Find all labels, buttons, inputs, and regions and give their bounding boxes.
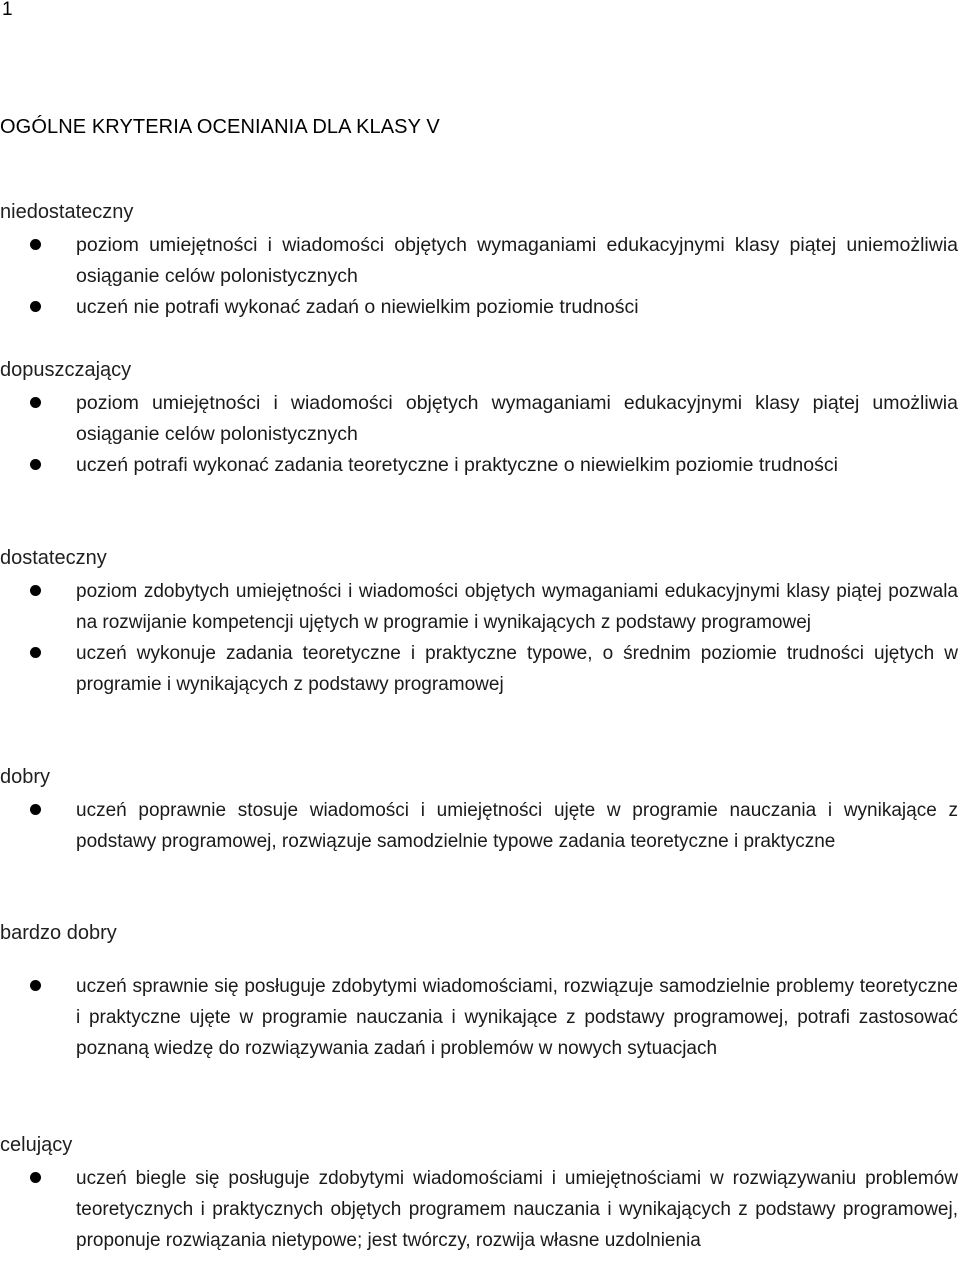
grade-heading: bardzo dobry — [0, 922, 117, 944]
criterion-text: uczeń potrafi wykonać zadania teoretyczne i praktyczne o niewielkim poziomie trudności — [76, 454, 838, 476]
list-item — [0, 638, 958, 700]
page-number: 1 — [2, 0, 13, 20]
bullet-icon — [30, 980, 41, 991]
document-title: OGÓLNE KRYTERIA OCENIANIA DLA KLASY V — [0, 116, 440, 138]
list-item — [0, 1163, 958, 1256]
grade-heading: dostateczny — [0, 547, 107, 569]
grade-section-niedostateczny — [0, 200, 958, 323]
criteria-list — [0, 388, 958, 481]
bullet-icon — [30, 647, 41, 658]
criterion-text: uczeń sprawnie się posługuje zdobytymi wiadomościami, rozwiązuje samodzielnie problemy teoretyczne i praktyczne ujęte w programie nauczania i wynikające z podstawy programowej, potrafi zastosować poznaną wiedzę do rozwiązywania zadań i problemów w nowych sytuacjach — [76, 976, 958, 1059]
list-item — [0, 576, 958, 638]
bullet-icon — [30, 1172, 41, 1183]
criteria-list — [0, 230, 958, 323]
criterion-text: uczeń poprawnie stosuje wiadomości i umiejętności ujęte w programie nauczania i wynikające z podstawy programowej, rozwiązuje samodzielnie typowe zadania teoretyczne i praktyczne — [76, 800, 958, 852]
bullet-icon — [30, 459, 41, 470]
list-item — [0, 388, 958, 450]
list-item — [0, 292, 958, 323]
bullet-icon — [30, 301, 41, 312]
list-item — [0, 230, 958, 292]
grade-heading: dopuszczający — [0, 359, 132, 381]
bullet-icon — [30, 804, 41, 815]
grade-heading: celujący — [0, 1134, 73, 1156]
criteria-list — [0, 576, 958, 700]
criterion-text: uczeń biegle się posługuje zdobytymi wiadomościami i umiejętnościami w rozwiązywaniu problemów teoretycznych i praktycznych objętych programem nauczania i wynikających z podstawy programowej, proponuje rozwiązania nietypowe; jest twórczy, rozwija własne uzdolnienia — [76, 1168, 958, 1251]
grade-section-bardzo-dobry — [0, 921, 958, 1064]
criteria-list — [0, 1163, 958, 1256]
grade-section-dopuszczajacy — [0, 358, 958, 481]
list-item — [0, 971, 958, 1064]
bullet-icon — [30, 397, 41, 408]
bullet-icon — [30, 239, 41, 250]
grade-heading: dobry — [0, 766, 51, 788]
criteria-list — [0, 795, 958, 857]
criterion-text: poziom umiejętności i wiadomości objętych wymaganiami edukacyjnymi klasy piątej uniemożliwia osiąganie celów polonistycznych — [76, 234, 958, 287]
grade-section-dostateczny — [0, 546, 958, 700]
criterion-text: uczeń nie potrafi wykonać zadań o niewielkim poziomie trudności — [76, 296, 639, 318]
list-item — [0, 795, 958, 857]
grade-heading: niedostateczny — [0, 201, 134, 223]
grade-section-celujacy — [0, 1133, 958, 1256]
grade-section-dobry — [0, 765, 958, 857]
bullet-icon — [30, 585, 41, 596]
list-item — [0, 450, 958, 481]
criterion-text: poziom zdobytych umiejętności i wiadomości objętych wymaganiami edukacyjnymi klasy piątej pozwala na rozwijanie kompetencji ujętych w programie i wynikających z podstawy programowej — [76, 581, 958, 633]
criterion-text: uczeń wykonuje zadania teoretyczne i praktyczne typowe, o średnim poziomie trudności ujętych w programie i wynikających z podstawy programowej — [76, 643, 958, 695]
criterion-text: poziom umiejętności i wiadomości objętych wymaganiami edukacyjnymi klasy piątej umożliwia osiąganie celów polonistycznych — [76, 392, 958, 445]
criteria-list — [0, 971, 958, 1064]
